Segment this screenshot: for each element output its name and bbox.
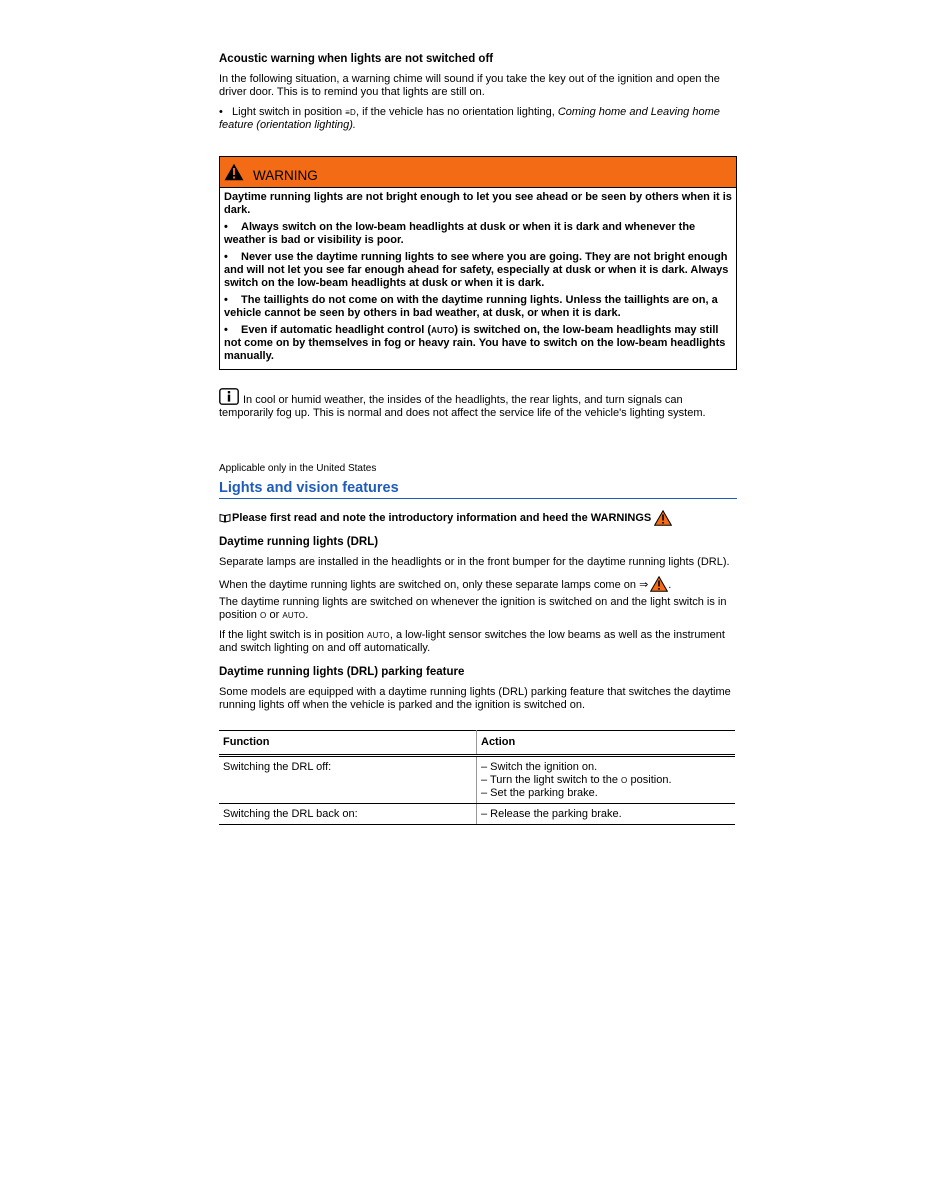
read-first-note: Please first read and note the introductory information and heed the WARNINGS: [219, 510, 737, 526]
auto-symbol: AUTO: [282, 611, 306, 620]
table-row: [219, 804, 735, 825]
warning-triangle-icon: [224, 163, 244, 181]
applicability-note: Applicable only in the United States: [219, 463, 377, 474]
warning-bullet-2: • Never use the daytime running lights to see where you are going. They are not bright enough and will not let you see far enough ahead for safety, especially at dusk or when it is dark. Always switch on the low-beam headlights at dusk or when it is dark.: [224, 251, 729, 289]
warning-bullet-1: • Always switch on the low-beam headlights at dusk or when it is dark and whenever the weather is bad or visibility is poor.: [224, 221, 696, 246]
table-header-action: Action: [477, 731, 736, 756]
acoustic-warning-heading: Acoustic warning when lights are not switched off: [219, 53, 494, 65]
warning-box: [219, 156, 737, 370]
table-row: [219, 756, 735, 804]
drl-parking-heading: Daytime running lights (DRL) parking feature: [219, 666, 465, 678]
table-header-function: Function: [219, 731, 477, 756]
off-symbol: O: [259, 611, 267, 620]
warning-body: [220, 188, 736, 369]
drl-parking-paragraph: Some models are equipped with a daytime running lights (DRL) parking feature that switches the daytime running lights off when the vehicle is parked and the ignition is switched on.: [219, 686, 731, 711]
warning-triangle-icon: [654, 510, 672, 526]
table-header-row: [219, 731, 735, 756]
warning-triangle-icon: [650, 576, 668, 592]
drl-paragraph-1: Separate lamps are installed in the headlights or in the front bumper for the daytime running lights (DRL).: [219, 556, 730, 568]
table-cell-action: – Switch the ignition on. – Turn the light switch to the O position. – Set the parking brake.: [477, 756, 736, 804]
auto-symbol: AUTO: [366, 631, 390, 640]
auto-symbol: AUTO: [431, 326, 455, 335]
acoustic-warning-bullet: • Light switch in position ≡D, if the vehicle has no orientation lighting, Coming home and Leaving home feature (orientation lighting).: [219, 106, 720, 131]
warning-title: WARNING: [253, 167, 318, 183]
table-cell-function: Switching the DRL back on:: [219, 804, 477, 825]
drl-paragraph-4: If the light switch is in position AUTO, a low-light sensor switches the low beams as well as the instrument and switch lighting on and off automatically.: [219, 629, 725, 654]
drl-paragraph-2: When the daytime running lights are switched on, only these separate lamps come on ⇒ .: [219, 576, 737, 592]
bullet-dot: •: [219, 106, 233, 118]
acoustic-warning-intro: In the following situation, a warning chime will sound if you take the key out of the ignition and open the driver door. This is to remind you that lights are still on.: [219, 73, 720, 98]
manual-page: [219, 52, 737, 825]
book-icon: [219, 513, 231, 523]
warning-bullet-3: • The taillights do not come on with the daytime running lights. Unless the taillights are on, a vehicle cannot be seen by others in bad weather, at dusk, or when it is dark.: [224, 294, 718, 319]
drl-function-table: [219, 730, 735, 825]
drl-paragraph-3: The daytime running lights are switched on whenever the ignition is switched on and the light switch is in position O or AUTO.: [219, 596, 727, 621]
info-note: In cool or humid weather, the insides of the headlights, the rear lights, and turn signals can temporarily fog up. This is normal and does not affect the service life of the vehicle's lighting system.: [219, 388, 737, 420]
warning-bullet-4: • Even if automatic headlight control (AUTO) is switched on, the low-beam headlights may still not come on by themselves in fog or heavy rain. You have to switch on the low-beam headlights manually.: [224, 324, 726, 362]
table-cell-function: Switching the DRL off:: [219, 756, 477, 804]
warning-header: [220, 157, 736, 188]
drl-heading: Daytime running lights (DRL): [219, 536, 379, 548]
info-icon: [219, 388, 239, 405]
section-title: Lights and vision features: [219, 479, 737, 499]
table-cell-action: – Release the parking brake.: [477, 804, 736, 825]
light-switch-symbol: ≡D: [345, 108, 357, 117]
off-symbol: O: [621, 776, 628, 785]
warning-intro: Daytime running lights are not bright enough to let you see ahead or be seen by others when it is dark.: [224, 191, 732, 216]
orientation-lighting-ref: Coming home and Leaving home feature (orientation lighting).: [219, 106, 720, 131]
